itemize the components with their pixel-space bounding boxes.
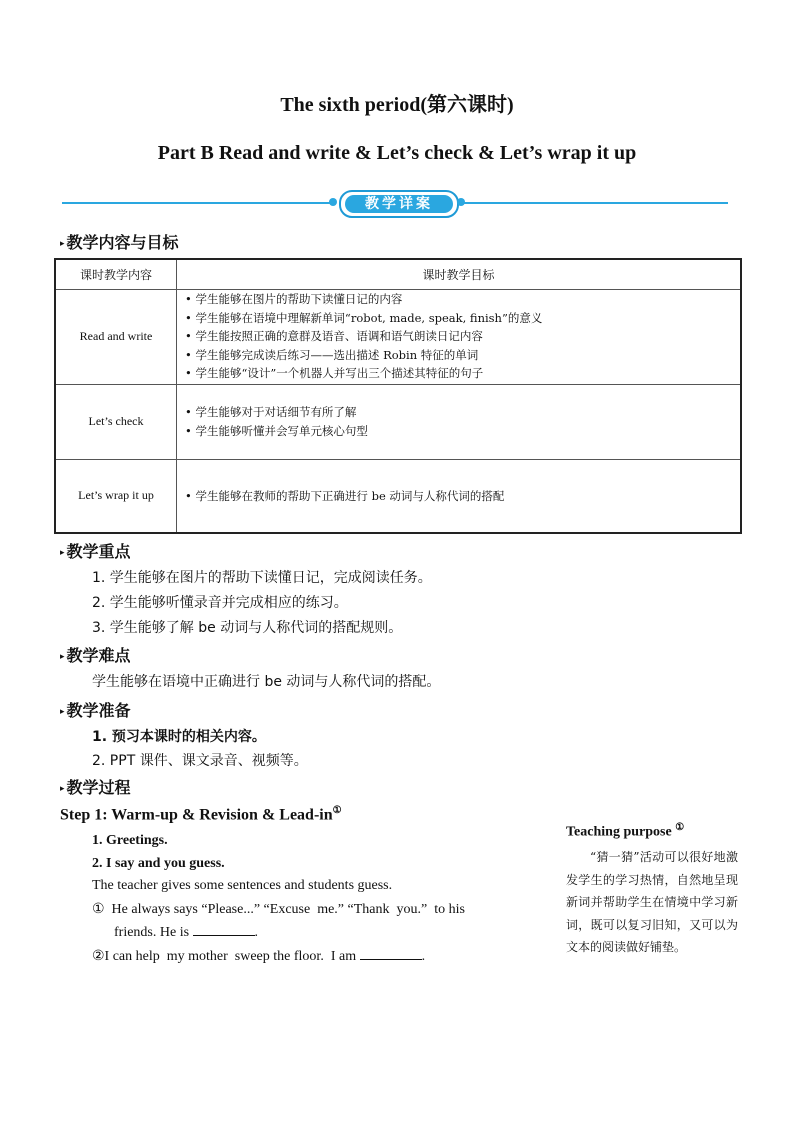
triangle-bullet-icon: ▸ xyxy=(60,783,65,794)
banner-label: 教学详案 xyxy=(345,195,453,213)
step-intro-text: The teacher gives some sentences and students guess. xyxy=(92,878,393,893)
table-header-row xyxy=(55,259,741,289)
footnote-marker: ① xyxy=(332,805,342,816)
goal-item: • 学生能够在语境中理解新单词“robot, made, speak, finish”的意义 xyxy=(185,310,543,325)
difficulty-text: 学生能够在语境中正确进行 be 动词与人称代词的搭配。 xyxy=(92,674,441,690)
key-point-item: 2. 学生能够听懂录音并完成相应的练习。 xyxy=(92,595,348,611)
goal-item: • 学生能够完成读后练习——选出描述 Robin 特征的单词 xyxy=(185,347,479,362)
guess-question-1-cont: friends. He is . xyxy=(114,925,259,940)
table-row xyxy=(55,289,741,384)
teaching-purpose-text: “猜一猜”活动可以很好地激发学生的学习热情，自然地呈现新词并帮助学生在情境中学习新词，既可以复习旧知，又可以为文本的阅读做好铺垫。 xyxy=(566,850,738,954)
banner-dot-left xyxy=(329,198,337,206)
key-point-item: 3. 学生能够了解 be 动词与人称代词的搭配规则。 xyxy=(92,620,403,636)
answer-blank xyxy=(193,923,255,936)
table-cell-content: Let’s check xyxy=(55,384,177,459)
table-row xyxy=(55,384,741,459)
goal-item: • 学生能够对于对话细节有所了解 xyxy=(185,405,357,419)
table-header-goals: 课时教学目标 xyxy=(177,259,742,289)
goal-item: • 学生能按照正确的意群及语音、语调和语气朗读日记内容 xyxy=(185,329,483,344)
guess-question-2: ②I can help my mother sweep the floor. I am . xyxy=(92,949,426,964)
footnote-marker: ① xyxy=(675,822,685,833)
goal-item: • 学生能够在教师的帮助下正确进行 be 动词与人称代词的搭配 xyxy=(185,488,505,503)
page-subtitle: Part B Read and write & Let’s check & Let’s wrap it up xyxy=(157,142,637,164)
table-header-content: 课时教学内容 xyxy=(55,259,177,289)
banner-line-left xyxy=(62,202,336,204)
triangle-bullet-icon: ▸ xyxy=(60,547,65,558)
table-cell-content: Let’s wrap it up xyxy=(55,459,177,533)
key-point-item: 1. 学生能够在图片的帮助下读懂日记，完成阅读任务。 xyxy=(92,570,432,586)
step-1-title: Step 1: Warm-up & Revision & Lead-in① xyxy=(60,805,342,824)
step-item-guess: 2. I say and you guess. xyxy=(92,856,225,871)
banner-dot-right xyxy=(457,198,465,206)
guess-question-1: ① He always says “Please...” “Excuse me.” “Thank you.” to his xyxy=(92,902,465,917)
table-row xyxy=(55,459,741,533)
section-heading-difficulties: ▸ 教学难点 xyxy=(60,646,131,665)
preparation-item: 2. PPT 课件、课文录音、视频等。 xyxy=(92,753,308,769)
table-cell-goals xyxy=(177,384,742,459)
goal-item: • 学生能够听懂并会写单元核心句型 xyxy=(185,423,368,438)
goal-item: • 学生能够“设计”一个机器人并写出三个描述其特征的句子 xyxy=(185,366,484,381)
page-title: The sixth period(第六课时) xyxy=(280,94,514,116)
step-item-greetings: 1. Greetings. xyxy=(92,833,168,848)
table-cell-content: Read and write xyxy=(55,289,177,384)
triangle-bullet-icon: ▸ xyxy=(60,706,65,717)
section-banner xyxy=(327,190,467,216)
section-heading-objectives: ▸ 教学内容与目标 xyxy=(60,233,179,252)
preparation-item: 1. 预习本课时的相关内容。 xyxy=(92,729,266,745)
triangle-bullet-icon: ▸ xyxy=(60,238,65,249)
banner-line-right xyxy=(458,202,728,204)
goal-item: • 学生能够在图片的帮助下读懂日记的内容 xyxy=(185,292,403,307)
objectives-table xyxy=(54,258,742,534)
section-heading-key-points: ▸ 教学重点 xyxy=(60,542,131,561)
section-heading-process: ▸ 教学过程 xyxy=(60,778,131,797)
triangle-bullet-icon: ▸ xyxy=(60,651,65,662)
section-heading-preparation: ▸ 教学准备 xyxy=(60,701,131,720)
table-cell-goals xyxy=(177,459,742,533)
teaching-purpose-title: Teaching purpose ① xyxy=(566,822,685,840)
table-cell-goals xyxy=(177,289,742,384)
answer-blank xyxy=(360,947,422,960)
